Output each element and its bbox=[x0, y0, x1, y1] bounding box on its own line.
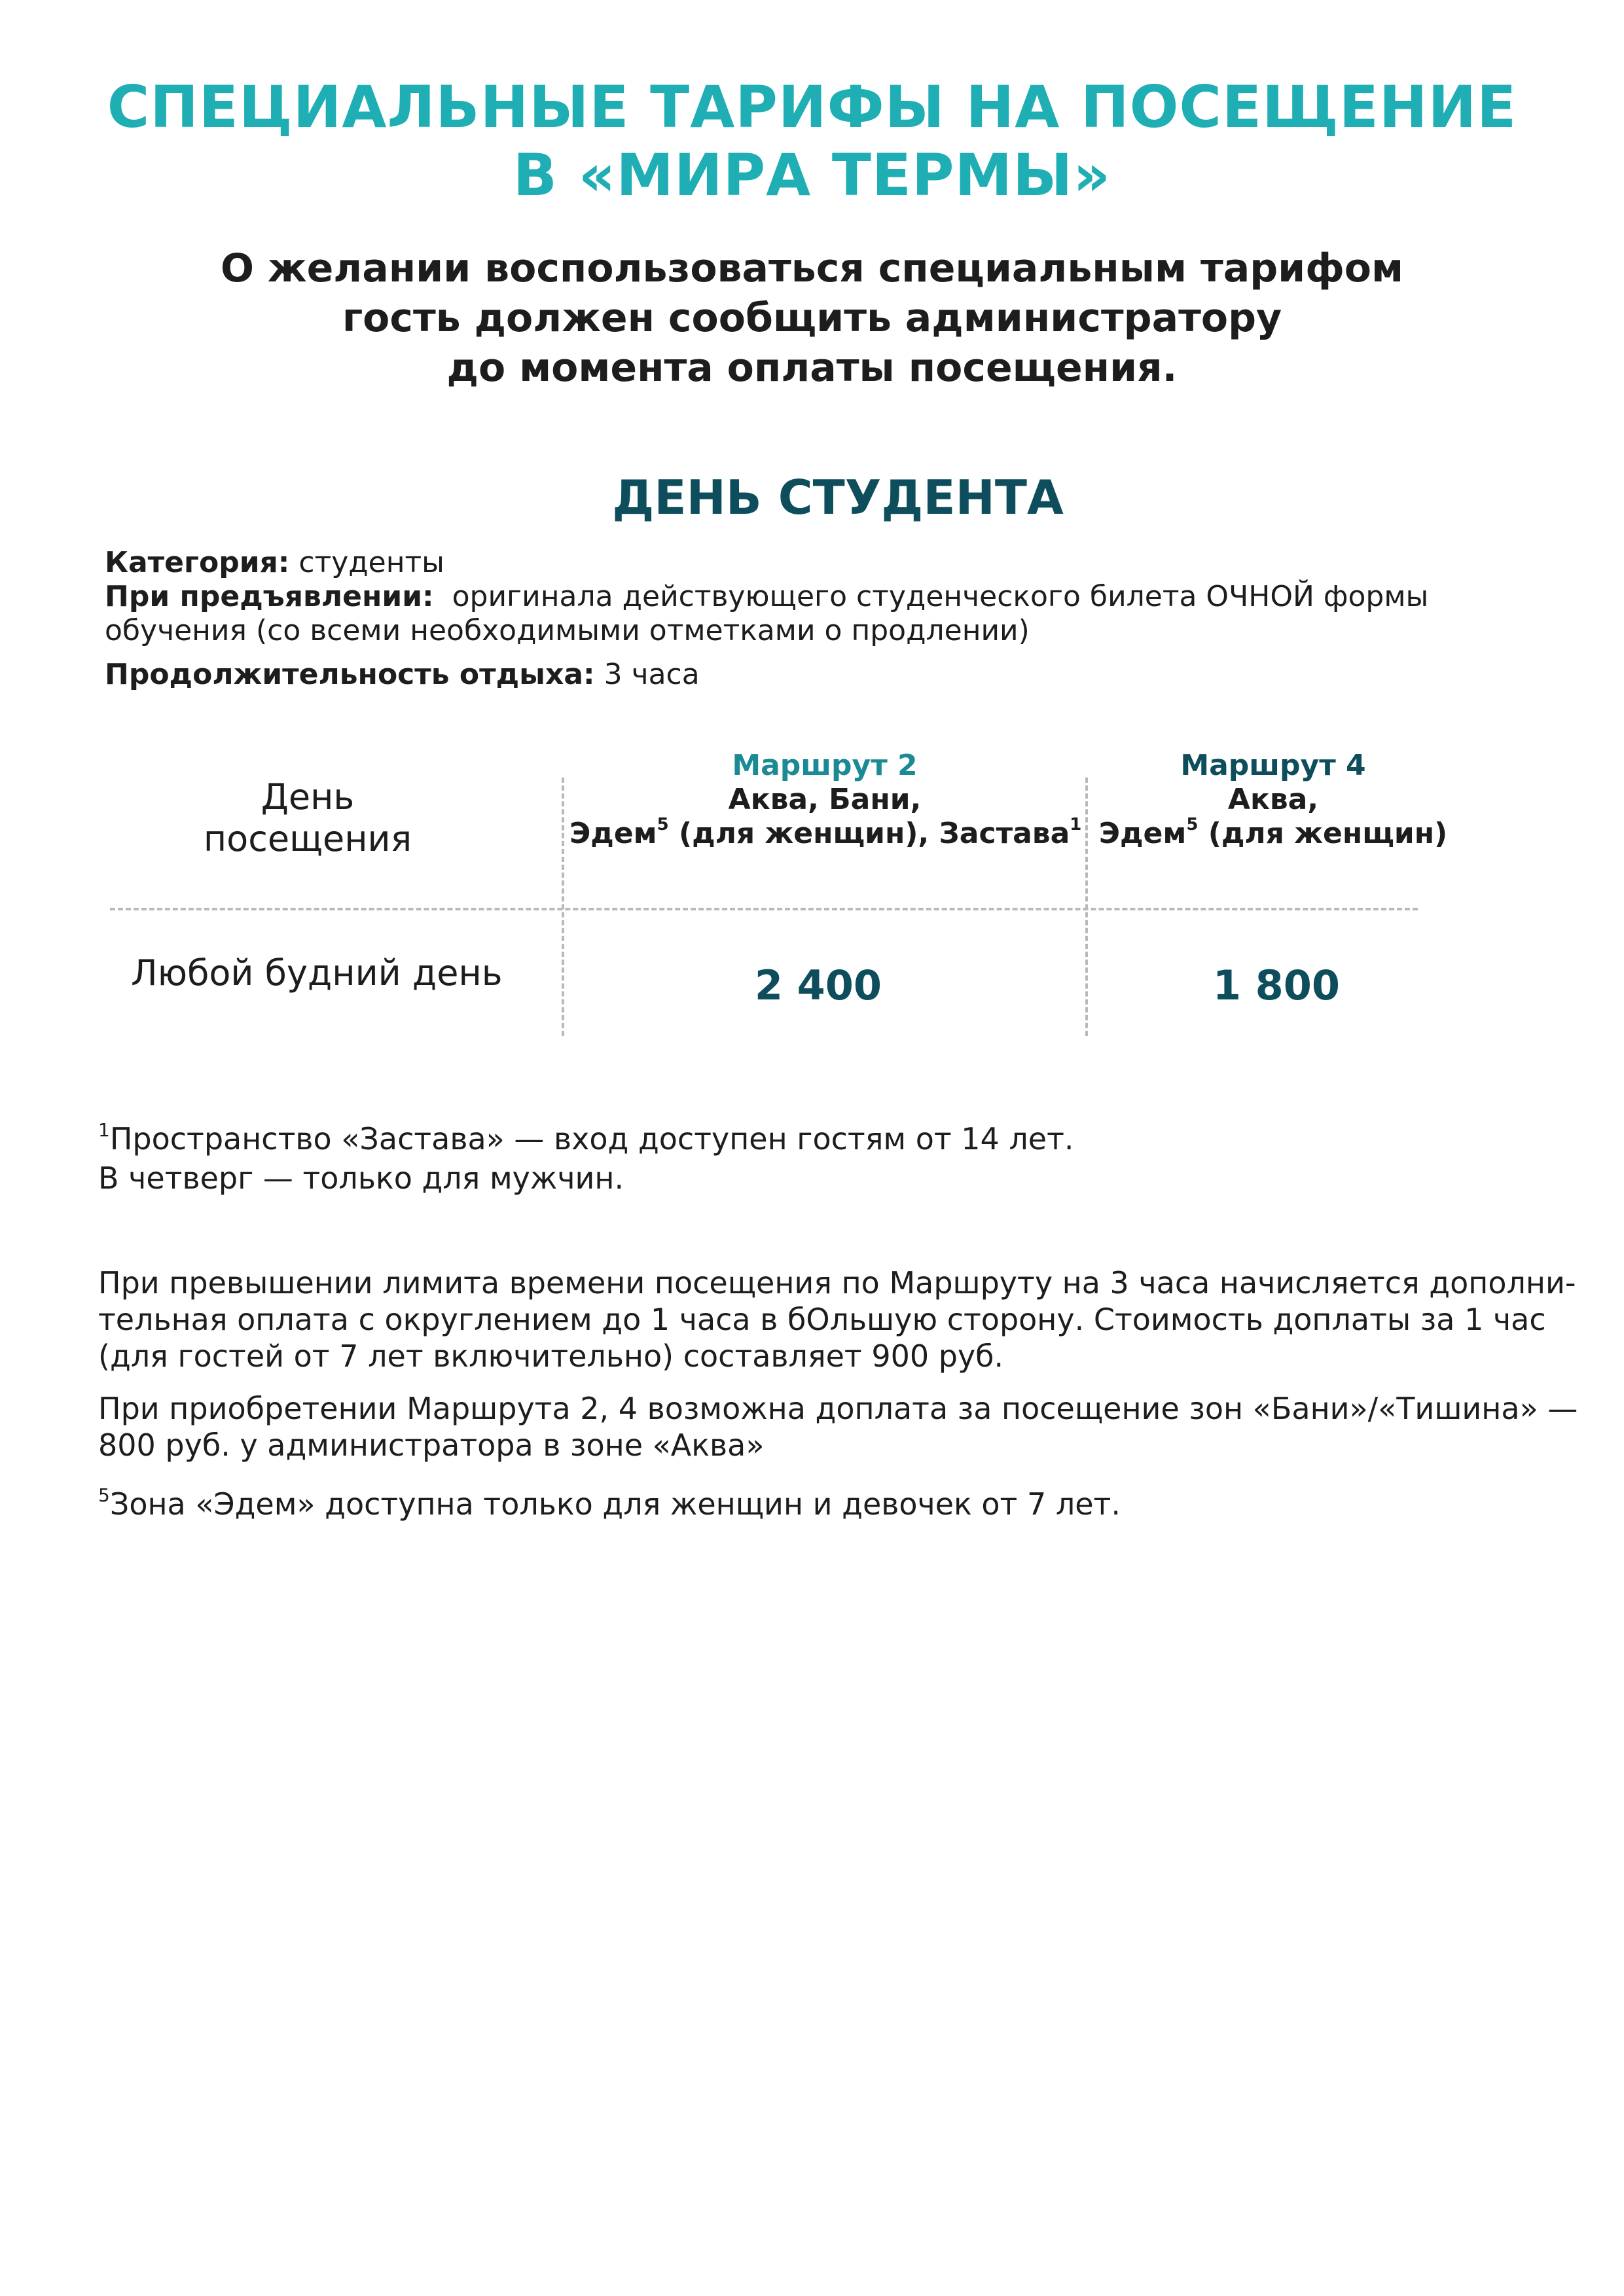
footnote-1-line-1 bbox=[98, 1121, 1074, 1157]
route-2-zones-line-2 bbox=[569, 817, 1080, 851]
table-header-route-4 bbox=[1090, 749, 1456, 851]
footnote-1-text: Пространство «Застава» — вход доступен гостям от 14 лет. bbox=[109, 1121, 1074, 1157]
extra-zones-note-line-2: 800 руб. у администратора в зоне «Аква» bbox=[98, 1427, 765, 1463]
notice-line-1: О желании воспользоваться специальным тарифом bbox=[220, 245, 1403, 291]
footnote-1-line-2: В четверг — только для мужчин. bbox=[98, 1160, 624, 1196]
category-value: студенты bbox=[289, 546, 444, 579]
route-2-zones-line-1: Аква, Бани, bbox=[728, 783, 922, 816]
overtime-note-line-3: (для гостей от 7 лет включительно) составляет 900 руб. bbox=[98, 1338, 1004, 1374]
footnote-5-ref: 5 bbox=[657, 815, 669, 834]
table-row-day: Любой будний день bbox=[131, 952, 503, 994]
footnote-1-ref: 1 bbox=[1070, 815, 1082, 834]
overtime-note-line-2: тельная оплата с округлением до 1 часа в бОльшую сторону. Стоимость доплаты за 1 час bbox=[98, 1302, 1546, 1337]
route-4-price: 1 800 bbox=[1212, 961, 1341, 1009]
footnote-5 bbox=[98, 1486, 1121, 1522]
category-label: Категория: bbox=[105, 546, 290, 579]
table-header-day-line-2: посещения bbox=[203, 818, 412, 859]
presentation-info-continued: обучения (со всеми необходимыми отметками о продлении) bbox=[105, 614, 1030, 647]
table-header-route-2 bbox=[569, 749, 1080, 851]
route-4-name: Маршрут 4 bbox=[1180, 749, 1366, 782]
category-info bbox=[105, 546, 444, 580]
table-header-day bbox=[111, 776, 504, 860]
footnote-5-ref: 5 bbox=[1186, 815, 1199, 834]
route-4-zones-rest: (для женщин) bbox=[1198, 817, 1448, 850]
presentation-label: При предъявлении: bbox=[105, 580, 434, 613]
footnote-5-text: Зона «Эдем» доступна только для женщин и девочек от 7 лет. bbox=[109, 1486, 1121, 1522]
table-divider-left bbox=[562, 778, 564, 1036]
route-2-zone-edem: Эдем bbox=[569, 817, 657, 850]
route-2-zones-rest: (для женщин), Застава bbox=[668, 817, 1070, 850]
route-4-zones-line-2 bbox=[1090, 817, 1456, 851]
table-divider-right bbox=[1085, 778, 1088, 1036]
overtime-note-line-1: При превышении лимита времени посещения по Маршруту на 3 часа начисляется дополни- bbox=[98, 1265, 1576, 1300]
page-title-line-2: В «МИРА ТЕРМЫ» bbox=[513, 141, 1111, 209]
route-2-name: Маршрут 2 bbox=[732, 749, 918, 782]
footnote-5-marker: 5 bbox=[98, 1484, 110, 1506]
page-title-line-1: СПЕЦИАЛЬНЫЕ ТАРИФЫ НА ПОСЕЩЕНИЕ bbox=[107, 73, 1517, 141]
presentation-info bbox=[105, 580, 1428, 614]
route-4-zones-line-1: Аква, bbox=[1227, 783, 1319, 816]
table-header-divider bbox=[110, 908, 1418, 910]
route-4-zone-edem: Эдем bbox=[1098, 817, 1187, 850]
duration-info bbox=[105, 658, 700, 692]
duration-value: 3 часа bbox=[594, 658, 700, 691]
route-2-price: 2 400 bbox=[754, 961, 882, 1009]
table-header-day-line-1: День bbox=[261, 776, 355, 817]
footnote-1-marker: 1 bbox=[98, 1119, 110, 1141]
presentation-value: оригинала действующего студенческого билета ОЧНОЙ формы bbox=[433, 580, 1429, 613]
duration-label: Продолжительность отдыха: bbox=[105, 658, 595, 691]
section-title: ДЕНЬ СТУДЕНТА bbox=[612, 470, 1064, 525]
extra-zones-note-line-1: При приобретении Маршрута 2, 4 возможна доплата за посещение зон «Бани»/«Тишина» — bbox=[98, 1391, 1578, 1426]
notice-line-2: гость должен сообщить администратору bbox=[342, 295, 1282, 341]
notice-line-3: до момента оплаты посещения. bbox=[446, 345, 1178, 391]
